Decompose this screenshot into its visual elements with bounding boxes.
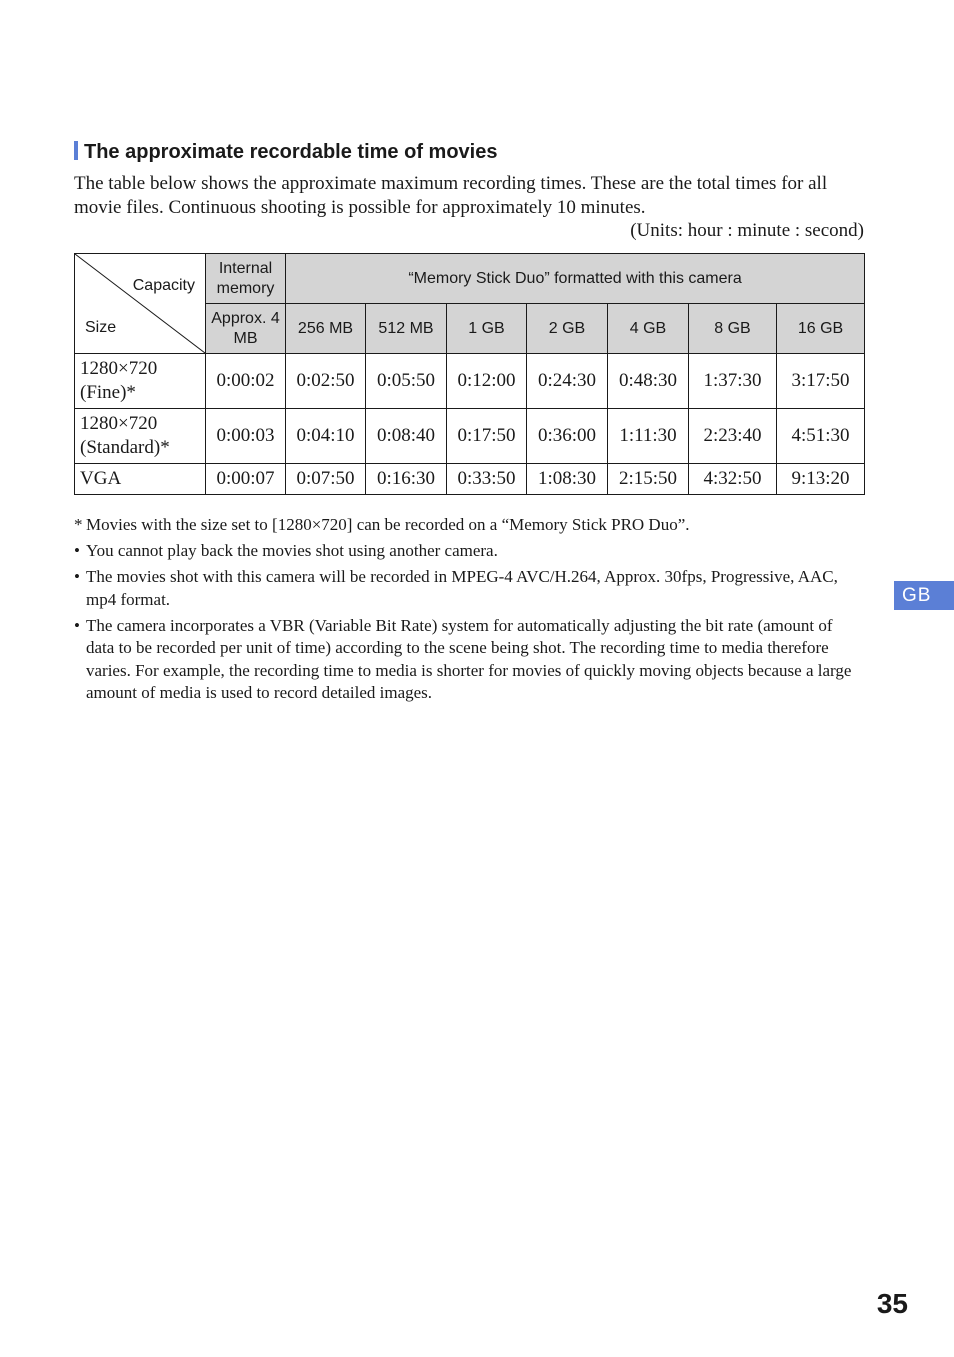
capacity-header: 4 GB	[608, 304, 689, 354]
time-cell: 0:02:50	[286, 354, 366, 409]
table-row	[75, 354, 865, 409]
note-text: Movies with the size set to [1280×720] can be recorded on a “Memory Stick PRO Duo”.	[86, 515, 690, 534]
time-cell: 0:07:50	[286, 464, 366, 495]
time-cell: 2:23:40	[689, 409, 777, 464]
row-size-line1: VGA	[80, 468, 122, 489]
time-cell: 4:32:50	[689, 464, 777, 495]
capacity-header: 8 GB	[689, 304, 777, 354]
time-cell: 0:00:03	[206, 409, 286, 464]
note-text: The camera incorporates a VBR (Variable Bit Rate) system for automatically adjusting the bit rate (amount of data to be recorded per unit of time) according to the scene being shot. The recording time to media therefore varies. For example, the recording time to media is shorter for movies of quickly moving objects because a large amount of media is used to record detailed images.	[86, 615, 852, 702]
page-number: 35	[876, 1288, 908, 1319]
recording-time-table	[74, 253, 865, 495]
time-cell: 0:00:07	[206, 464, 286, 495]
time-cell: 0:33:50	[447, 464, 527, 495]
note-text: You cannot play back the movies shot using another camera.	[86, 541, 498, 560]
time-cell: 2:15:50	[608, 464, 689, 495]
intro-paragraph: The table below shows the approximate maximum recording times. These are the total times for all movie files. Continuous shooting is possible for approximately 10 minutes.	[74, 173, 828, 218]
note-item	[74, 514, 864, 537]
time-cell: 1:08:30	[527, 464, 608, 495]
note-item	[74, 566, 864, 611]
time-cell: 1:37:30	[689, 354, 777, 409]
note-bullet: •	[74, 541, 80, 560]
time-cell: 0:00:02	[206, 354, 286, 409]
time-cell: 0:48:30	[608, 354, 689, 409]
language-tab: GB	[894, 581, 954, 610]
row-size-label	[75, 354, 206, 409]
time-cell: 0:17:50	[447, 409, 527, 464]
time-cell: 0:24:30	[527, 354, 608, 409]
note-item	[74, 615, 864, 705]
capacity-header: 16 GB	[777, 304, 865, 354]
note-bullet: •	[74, 615, 80, 635]
note-item	[74, 540, 864, 563]
time-cell: 0:36:00	[527, 409, 608, 464]
corner-size-label: Size	[85, 319, 117, 336]
capacity-header: 512 MB	[366, 304, 447, 354]
internal-memory-header: Internal memory	[206, 254, 286, 304]
row-size-label	[75, 409, 206, 464]
row-size-line2: (Fine)*	[80, 382, 136, 403]
row-size-line2: (Standard)*	[80, 437, 170, 458]
corner-diagonal	[75, 254, 205, 353]
section-heading	[74, 140, 497, 164]
time-cell: 0:16:30	[366, 464, 447, 495]
capacity-header: 256 MB	[286, 304, 366, 354]
time-cell: 0:05:50	[366, 354, 447, 409]
time-cell: 1:11:30	[608, 409, 689, 464]
heading-marker	[74, 141, 78, 160]
row-size-label	[75, 464, 206, 495]
time-cell: 0:08:40	[366, 409, 447, 464]
section-heading-text: The approximate recordable time of movies	[84, 141, 498, 163]
internal-size-header: Approx. 4 MB	[206, 304, 286, 354]
notes-list	[74, 514, 864, 708]
note-text: The movies shot with this camera will be recorded in MPEG-4 AVC/H.264, Approx. 30fps, Progressive, AAC, mp4 format.	[86, 567, 838, 609]
time-cell: 4:51:30	[777, 409, 865, 464]
note-bullet: •	[74, 567, 80, 586]
time-cell: 9:13:20	[777, 464, 865, 495]
row-size-line1: 1280×720	[80, 358, 158, 379]
table-corner-cell	[75, 254, 206, 354]
time-cell: 0:04:10	[286, 409, 366, 464]
capacity-header: 2 GB	[527, 304, 608, 354]
capacity-header: 1 GB	[447, 304, 527, 354]
time-cell: 0:12:00	[447, 354, 527, 409]
memory-stick-header: “Memory Stick Duo” formatted with this camera	[286, 254, 865, 304]
corner-capacity-label: Capacity	[132, 277, 195, 294]
units-note: (Units: hour : minute : second)	[630, 220, 864, 241]
row-size-line1: 1280×720	[80, 413, 158, 434]
table-row	[75, 409, 865, 464]
note-bullet: *	[74, 515, 83, 534]
time-cell: 3:17:50	[777, 354, 865, 409]
table-row	[75, 464, 865, 495]
